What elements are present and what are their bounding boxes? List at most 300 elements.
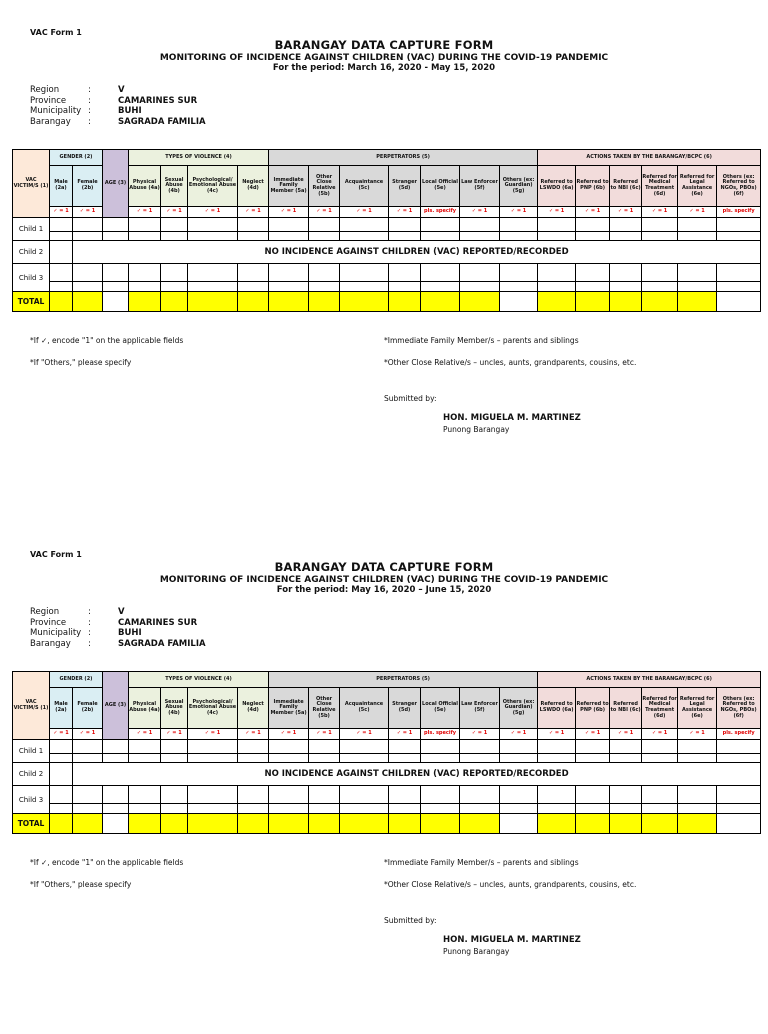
data-cell[interactable] [460, 232, 500, 241]
check-cell: ✓ = 1 [340, 207, 389, 218]
check-cell: ✓ = 1 [678, 729, 717, 740]
form-subtitle: MONITORING OF INCIDENCE AGAINST CHILDREN (VAC) DURING THE COVID-19 PANDEMIC [159, 575, 609, 585]
signatory-name: HON. MIGUELA M. MARTINEZ [443, 935, 581, 945]
data-cell[interactable] [103, 264, 129, 282]
nbi-header: Referred to NBI (6c) [610, 166, 642, 207]
data-cell[interactable] [50, 754, 73, 763]
data-cell[interactable] [500, 282, 538, 292]
table-row-total [13, 292, 761, 312]
info-label: Barangay [30, 116, 71, 127]
physical-abuse-header: Physical Abuse (4a) [129, 688, 161, 729]
total-cell[interactable] [188, 814, 238, 834]
data-cell[interactable] [576, 264, 610, 282]
data-cell[interactable] [421, 754, 460, 763]
data-cell[interactable] [238, 740, 269, 754]
data-cell[interactable] [421, 264, 460, 282]
data-cell[interactable] [50, 218, 73, 232]
data-cell[interactable] [460, 754, 500, 763]
info-row-barangay: Barangay : SAGRADA FAMILIA [30, 116, 206, 127]
total-cell[interactable] [576, 814, 610, 834]
data-cell[interactable] [460, 804, 500, 814]
form-period: For the period: May 16, 2020 – June 15, 2020 [276, 585, 492, 595]
data-cell[interactable] [460, 264, 500, 282]
data-cell[interactable] [576, 786, 610, 804]
data-cell[interactable] [610, 740, 642, 754]
total-cell[interactable] [309, 814, 340, 834]
data-cell[interactable] [50, 786, 73, 804]
data-cell[interactable] [161, 740, 188, 754]
others-action-header: Others (ex: Referred to NGOs, PBOs) (6f) [717, 166, 761, 207]
medical-header: Referred for Medical Treatment (6d) [642, 166, 678, 207]
data-cell[interactable] [610, 264, 642, 282]
data-cell[interactable] [610, 232, 642, 241]
data-cell[interactable] [538, 282, 576, 292]
data-cell[interactable] [389, 804, 421, 814]
child-3-label: Child 3 [13, 786, 50, 814]
data-cell[interactable] [188, 282, 238, 292]
data-cell[interactable] [73, 754, 103, 763]
data-cell[interactable] [642, 754, 678, 763]
total-cell[interactable] [129, 814, 161, 834]
data-cell[interactable] [129, 804, 161, 814]
data-cell[interactable] [309, 786, 340, 804]
data-cell[interactable] [73, 740, 103, 754]
form-period: For the period: March 16, 2020 - May 15, 2020 [272, 63, 496, 73]
data-cell[interactable] [717, 232, 761, 241]
psychological-abuse-header: Psychological/ Emotional Abuse (4c) [188, 166, 238, 207]
data-cell[interactable] [103, 804, 129, 814]
female-header: Female (2b) [73, 688, 103, 729]
total-cell[interactable] [103, 292, 129, 312]
data-cell[interactable] [389, 218, 421, 232]
data-cell[interactable] [340, 786, 389, 804]
total-cell[interactable] [421, 814, 460, 834]
data-cell[interactable] [269, 264, 309, 282]
info-label: Province [30, 95, 67, 106]
table-row-child-2 [13, 763, 761, 786]
total-cell[interactable] [269, 292, 309, 312]
data-cell[interactable] [129, 264, 161, 282]
notes-left [30, 858, 183, 889]
total-cell[interactable] [309, 292, 340, 312]
data-cell[interactable] [642, 786, 678, 804]
note-encode: *If ✓, encode "1" on the applicable fields [30, 336, 184, 345]
check-cell: ✓ = 1 [309, 207, 340, 218]
data-cell[interactable] [678, 754, 717, 763]
stranger-header: Stranger (5d) [389, 688, 421, 729]
check-cell: ✓ = 1 [389, 729, 421, 740]
physical-abuse-header: Physical Abuse (4a) [129, 166, 161, 207]
signatory-name: HON. MIGUELA M. MARTINEZ [443, 413, 581, 423]
others-action-header: Others (ex: Referred to NGOs, PBOs) (6f) [717, 688, 761, 729]
data-cell[interactable] [188, 232, 238, 241]
notes-left [30, 336, 183, 367]
total-cell[interactable] [678, 292, 717, 312]
actions-taken-header: ACTIONS TAKEN BY THE BARANGAY/BCPC (6) [538, 672, 761, 688]
data-cell[interactable] [309, 218, 340, 232]
data-cell[interactable] [188, 740, 238, 754]
data-cell[interactable] [129, 232, 161, 241]
check-cell: ✓ = 1 [188, 207, 238, 218]
data-cell[interactable] [340, 264, 389, 282]
total-cell[interactable] [161, 292, 188, 312]
total-cell[interactable] [103, 814, 129, 834]
data-cell[interactable] [73, 786, 103, 804]
data-cell[interactable] [129, 754, 161, 763]
law-enforcer-header: Law Enforcer (5f) [460, 688, 500, 729]
psychological-abuse-header: Psychological/ Emotional Abuse (4c) [188, 688, 238, 729]
info-row-region: Region : V [30, 85, 125, 95]
perpetrators-header: PERPETRATORS (5) [269, 150, 538, 166]
data-cell[interactable] [642, 218, 678, 232]
data-cell[interactable] [389, 282, 421, 292]
data-cell[interactable] [103, 282, 129, 292]
no-incidence-note: NO INCIDENCE AGAINST CHILDREN (VAC) REPORTED/RECORDED [73, 763, 761, 786]
table-row-child-3-sub [13, 282, 761, 292]
immediate-family-header: Immediate Family Member (5a) [269, 688, 309, 729]
data-cell[interactable] [678, 232, 717, 241]
data-cell[interactable] [103, 740, 129, 754]
legal-header: Referred for Legal Assistance (6e) [678, 166, 717, 207]
total-cell[interactable] [161, 814, 188, 834]
data-cell[interactable] [610, 218, 642, 232]
data-cell[interactable] [50, 282, 73, 292]
data-cell[interactable] [309, 232, 340, 241]
data-cell[interactable] [678, 282, 717, 292]
data-cell[interactable] [717, 804, 761, 814]
notes-right [384, 858, 636, 889]
data-cell[interactable] [460, 740, 500, 754]
info-row-municipality: Municipality : BUHI [30, 106, 142, 116]
actions-taken-header: ACTIONS TAKEN BY THE BARANGAY/BCPC (6) [538, 150, 761, 166]
data-cell[interactable] [238, 282, 269, 292]
check-cell: ✓ = 1 [610, 207, 642, 218]
data-cell[interactable] [103, 754, 129, 763]
info-row-barangay: Barangay : SAGRADA FAMILIA [30, 638, 206, 649]
data-cell[interactable] [269, 786, 309, 804]
total-cell[interactable] [460, 292, 500, 312]
data-cell[interactable] [238, 232, 269, 241]
signatory-position: Punong Barangay [443, 425, 510, 434]
info-value: V [118, 607, 125, 617]
total-cell[interactable] [238, 292, 269, 312]
data-cell[interactable] [238, 786, 269, 804]
data-cell[interactable] [538, 786, 576, 804]
sexual-abuse-header: Sexual Abuse (4b) [161, 166, 188, 207]
check-cell: ✓ = 1 [389, 207, 421, 218]
info-value: SAGRADA FAMILIA [118, 638, 206, 649]
immediate-family-header: Immediate Family Member (5a) [269, 166, 309, 207]
data-cell[interactable] [538, 740, 576, 754]
check-cell: ✓ = 1 [610, 729, 642, 740]
data-cell[interactable] [188, 786, 238, 804]
data-cell[interactable] [642, 804, 678, 814]
data-cell[interactable] [500, 786, 538, 804]
lswdo-header: Referred to LSWDO (6a) [538, 166, 576, 207]
data-cell[interactable] [129, 218, 161, 232]
total-cell[interactable] [340, 292, 389, 312]
specify-cell: pls. specify [421, 729, 460, 740]
total-cell[interactable] [50, 814, 73, 834]
neglect-header: Neglect (4d) [238, 166, 269, 207]
total-cell[interactable] [642, 814, 678, 834]
data-cell[interactable] [188, 264, 238, 282]
data-cell[interactable] [576, 282, 610, 292]
data-cell[interactable] [500, 218, 538, 232]
data-cell[interactable] [129, 786, 161, 804]
age-header: AGE (3) [103, 150, 129, 218]
perpetrators-header: PERPETRATORS (5) [269, 672, 538, 688]
info-value: SAGRADA FAMILIA [118, 116, 206, 127]
data-cell[interactable] [421, 786, 460, 804]
info-label: Municipality [30, 106, 82, 116]
data-cell[interactable] [73, 804, 103, 814]
data-cell[interactable] [73, 218, 103, 232]
data-cell[interactable] [500, 264, 538, 282]
data-cell[interactable] [340, 282, 389, 292]
info-label: Province [30, 617, 67, 628]
table-row-child-1-sub [13, 754, 761, 763]
data-cell[interactable] [161, 232, 188, 241]
check-cell: ✓ = 1 [73, 207, 103, 218]
specify-cell: pls. specify [717, 729, 761, 740]
data-cell[interactable] [340, 740, 389, 754]
pnp-header: Referred to PNP (6b) [576, 166, 610, 207]
data-cell[interactable] [500, 804, 538, 814]
total-cell[interactable] [269, 814, 309, 834]
total-cell[interactable] [73, 292, 103, 312]
total-label: TOTAL [13, 292, 50, 312]
total-cell[interactable] [50, 292, 73, 312]
check-cell: ✓ = 1 [238, 729, 269, 740]
data-cell[interactable] [188, 218, 238, 232]
data-cell[interactable] [538, 754, 576, 763]
total-cell[interactable] [538, 292, 576, 312]
data-cell[interactable] [161, 754, 188, 763]
total-cell[interactable] [460, 814, 500, 834]
check-cell: ✓ = 1 [460, 207, 500, 218]
total-cell[interactable] [642, 292, 678, 312]
data-cell[interactable] [340, 754, 389, 763]
data-cell[interactable] [161, 282, 188, 292]
data-cell[interactable] [73, 232, 103, 241]
check-cell: ✓ = 1 [642, 729, 678, 740]
data-cell[interactable] [717, 786, 761, 804]
notes-right [384, 336, 636, 367]
data-cell[interactable] [50, 264, 73, 282]
data-cell[interactable] [103, 218, 129, 232]
data-cell[interactable] [389, 264, 421, 282]
data-cell[interactable] [421, 232, 460, 241]
total-cell[interactable] [340, 814, 389, 834]
data-cell[interactable] [238, 754, 269, 763]
data-cell[interactable] [576, 218, 610, 232]
data-cell[interactable] [309, 282, 340, 292]
data-cell[interactable] [538, 804, 576, 814]
total-cell[interactable] [610, 292, 642, 312]
data-cell[interactable] [389, 754, 421, 763]
neglect-header: Neglect (4d) [238, 688, 269, 729]
data-cell[interactable] [73, 282, 103, 292]
form-number: VAC Form 1 [30, 28, 82, 37]
table-row-child-1-sub [13, 232, 761, 241]
data-cell[interactable] [460, 282, 500, 292]
data-cell[interactable] [460, 786, 500, 804]
submitted-by: Submitted by: [384, 394, 437, 403]
data-cell[interactable] [610, 282, 642, 292]
check-cell: ✓ = 1 [678, 207, 717, 218]
form-subtitle: MONITORING OF INCIDENCE AGAINST CHILDREN (VAC) DURING THE COVID-19 PANDEMIC [159, 53, 609, 63]
total-cell[interactable] [717, 814, 761, 834]
form-page-1 [0, 0, 768, 512]
data-cell[interactable] [50, 740, 73, 754]
data-cell[interactable] [642, 232, 678, 241]
local-official-header: Local Official (5e) [421, 688, 460, 729]
acquaintance-header: Acquaintance (5c) [340, 166, 389, 207]
table-row-child-3 [13, 264, 761, 282]
data-cell[interactable] [269, 754, 309, 763]
data-cell[interactable] [717, 218, 761, 232]
check-cell: ✓ = 1 [129, 729, 161, 740]
data-cell[interactable] [642, 282, 678, 292]
data-cell[interactable] [678, 218, 717, 232]
data-cell[interactable] [678, 264, 717, 282]
data-cell[interactable] [238, 804, 269, 814]
lswdo-header: Referred to LSWDO (6a) [538, 688, 576, 729]
data-cell[interactable] [678, 786, 717, 804]
data-cell[interactable] [309, 804, 340, 814]
data-cell[interactable] [50, 804, 73, 814]
data-cell[interactable] [421, 282, 460, 292]
data-cell[interactable] [717, 264, 761, 282]
total-cell[interactable] [238, 814, 269, 834]
data-cell[interactable] [500, 754, 538, 763]
total-cell[interactable] [500, 814, 538, 834]
form-page-2 [0, 522, 768, 1034]
check-cell: ✓ = 1 [340, 729, 389, 740]
data-cell[interactable] [610, 804, 642, 814]
check-cell: ✓ = 1 [188, 729, 238, 740]
total-cell[interactable] [678, 814, 717, 834]
total-cell[interactable] [421, 292, 460, 312]
data-cell[interactable] [161, 804, 188, 814]
data-cell[interactable] [576, 804, 610, 814]
data-cell[interactable] [309, 754, 340, 763]
submitted-by: Submitted by: [384, 916, 437, 925]
data-cell[interactable] [717, 754, 761, 763]
total-cell[interactable] [188, 292, 238, 312]
data-cell[interactable] [389, 740, 421, 754]
data-cell[interactable] [129, 282, 161, 292]
data-cell[interactable] [678, 740, 717, 754]
data-cell[interactable] [269, 232, 309, 241]
data-cell[interactable] [421, 740, 460, 754]
total-cell[interactable] [73, 814, 103, 834]
data-cell[interactable] [73, 264, 103, 282]
check-cell: ✓ = 1 [238, 207, 269, 218]
data-cell[interactable] [389, 786, 421, 804]
data-cell[interactable] [188, 754, 238, 763]
data-cell[interactable] [269, 804, 309, 814]
data-cell[interactable] [50, 232, 73, 241]
data-cell[interactable] [309, 740, 340, 754]
specify-cell: pls. specify [421, 207, 460, 218]
data-cell[interactable] [188, 804, 238, 814]
note-immediate-family: *Immediate Family Member/s – parents and siblings [384, 858, 579, 867]
data-cell[interactable] [421, 218, 460, 232]
total-cell[interactable] [389, 814, 421, 834]
data-cell[interactable] [500, 740, 538, 754]
data-cell[interactable] [269, 740, 309, 754]
nbi-header: Referred to NBI (6c) [610, 688, 642, 729]
data-cell[interactable] [538, 232, 576, 241]
location-info [30, 607, 206, 649]
data-cell[interactable] [103, 232, 129, 241]
total-cell[interactable] [717, 292, 761, 312]
data-cell[interactable] [678, 804, 717, 814]
child-2-label: Child 2 [13, 241, 50, 264]
data-cell[interactable] [421, 804, 460, 814]
data-cell[interactable] [161, 264, 188, 282]
data-cell[interactable] [129, 740, 161, 754]
data-cell[interactable] [576, 740, 610, 754]
total-cell[interactable] [610, 814, 642, 834]
data-cell[interactable] [460, 218, 500, 232]
data-cell[interactable] [238, 218, 269, 232]
data-cell[interactable] [161, 786, 188, 804]
info-value: CAMARINES SUR [118, 95, 198, 106]
info-label: Barangay [30, 638, 71, 649]
data-cell[interactable] [103, 786, 129, 804]
total-cell[interactable] [538, 814, 576, 834]
data-cell[interactable] [389, 232, 421, 241]
data-cell[interactable] [610, 754, 642, 763]
data-cell[interactable] [610, 786, 642, 804]
data-cell[interactable] [538, 218, 576, 232]
data-cell[interactable] [161, 218, 188, 232]
total-cell[interactable] [500, 292, 538, 312]
form-title: BARANGAY DATA CAPTURE FORM [274, 560, 494, 574]
data-cell[interactable] [309, 264, 340, 282]
data-cell[interactable] [340, 804, 389, 814]
data-cell[interactable] [500, 232, 538, 241]
check-cell: ✓ = 1 [538, 729, 576, 740]
data-cell[interactable] [538, 264, 576, 282]
child-3-label: Child 3 [13, 264, 50, 292]
form-number: VAC Form 1 [30, 550, 82, 559]
data-cell[interactable] [576, 232, 610, 241]
data-cell[interactable] [642, 264, 678, 282]
data-cell[interactable] [717, 282, 761, 292]
data-cell[interactable] [340, 218, 389, 232]
info-label: Region [30, 607, 60, 617]
male-header: Male (2a) [50, 166, 73, 207]
info-value: BUHI [118, 628, 142, 638]
others-perpetrator-header: Others (ex: Guardian) (5g) [500, 166, 538, 207]
total-cell[interactable] [576, 292, 610, 312]
total-cell[interactable] [389, 292, 421, 312]
close-relative-header: Other Close Relative (5b) [309, 166, 340, 207]
data-cell[interactable] [238, 264, 269, 282]
data-cell[interactable] [576, 754, 610, 763]
child-1-label: Child 1 [13, 740, 50, 763]
data-cell[interactable] [269, 218, 309, 232]
total-cell[interactable] [129, 292, 161, 312]
data-cell[interactable] [717, 740, 761, 754]
data-cell[interactable] [642, 740, 678, 754]
data-cell[interactable] [269, 282, 309, 292]
data-cell[interactable] [340, 232, 389, 241]
